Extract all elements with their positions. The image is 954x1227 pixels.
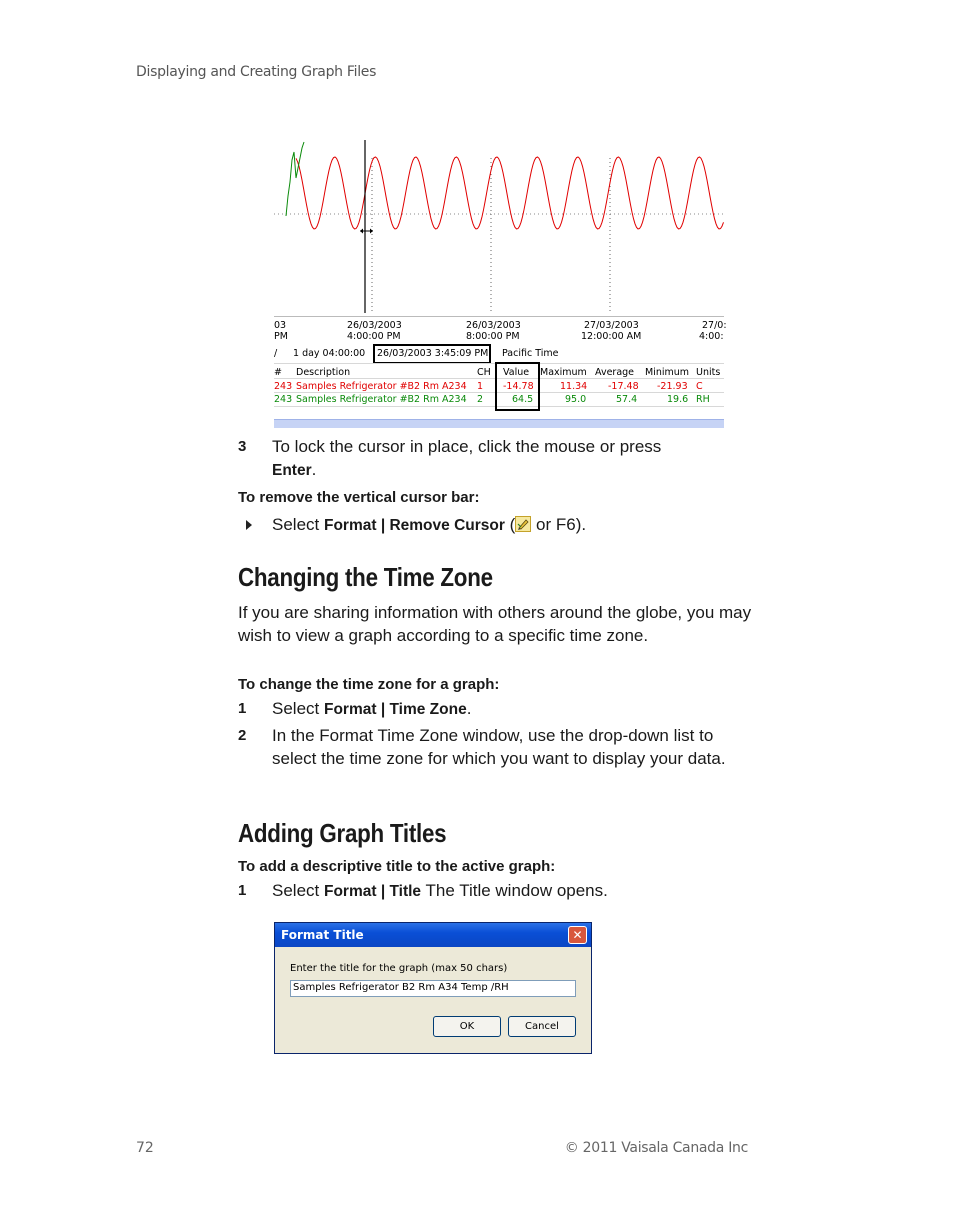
procedure-heading: To change the time zone for a graph: xyxy=(238,676,500,693)
cursor-time-highlight xyxy=(373,344,491,364)
graph-screenshot xyxy=(274,138,727,428)
table-cell: -21.93 xyxy=(657,381,688,392)
step-number: 3 xyxy=(238,438,247,455)
col-header-ch: CH xyxy=(477,367,491,378)
section-intro: If you are sharing information with others around the globe, you may wish to view a graph according to a specific time zone. xyxy=(238,603,752,645)
table-cell: 19.6 xyxy=(667,394,689,405)
col-header-num: # xyxy=(274,367,282,378)
table-cell: C xyxy=(696,381,703,392)
table-cell: 57.4 xyxy=(616,394,638,405)
step-text: In the Format Time Zone window, use the drop-down list to select the time zone for which you want to display your data. xyxy=(272,726,726,768)
table-cell: 243 xyxy=(274,394,293,405)
menu-path: Format | Time Zone xyxy=(323,701,467,718)
running-head: Displaying and Creating Graph Files xyxy=(136,64,377,80)
duration-readout: 1 day 04:00:00 xyxy=(293,348,366,359)
title-prompt-label: Enter the title for the graph (max 50 chars) xyxy=(290,963,508,974)
duration-prefix: / xyxy=(274,348,278,359)
date-label: 27/0: xyxy=(702,320,727,331)
dialog-titlebar[interactable] xyxy=(275,923,591,947)
date-label: 26/03/2003 xyxy=(466,320,521,331)
col-header-description: Description xyxy=(296,367,351,378)
timezone-readout: Pacific Time xyxy=(502,348,559,359)
section-title-graph-titles: Adding Graph Titles xyxy=(238,818,447,848)
col-header-maximum: Maximum xyxy=(540,367,587,378)
table-cell: 95.0 xyxy=(565,394,587,405)
date-label: 03 xyxy=(274,320,287,331)
step-text: To lock the cursor in place, click the mouse or press xyxy=(272,437,662,456)
table-cell: Samples Refrigerator #B2 Rm A234 xyxy=(296,381,467,392)
time-label: 8:00:00 PM xyxy=(466,331,520,342)
table-cell: 2 xyxy=(477,394,484,405)
cursor-time-readout: 26/03/2003 3:45:09 PM xyxy=(377,348,489,359)
table-cell: 11.34 xyxy=(560,381,588,392)
menu-path: Format | Remove Cursor xyxy=(323,517,505,534)
cursor-drag-icon xyxy=(360,229,373,234)
dialog-title: Format Title xyxy=(281,928,364,942)
bullet-arrow-icon xyxy=(246,520,252,530)
close-icon[interactable]: ✕ xyxy=(568,926,587,944)
date-label: 26/03/2003 xyxy=(347,320,402,331)
key-enter: Enter xyxy=(272,461,312,479)
table-cell: Samples Refrigerator #B2 Rm A234 xyxy=(296,394,467,405)
col-header-value: Value xyxy=(503,367,530,378)
cancel-button[interactable]: Cancel xyxy=(508,1016,576,1037)
col-header-units: Units xyxy=(696,367,721,378)
col-header-minimum: Minimum xyxy=(645,367,690,378)
time-label: PM xyxy=(274,331,288,342)
table-cell: 1 xyxy=(477,381,484,392)
series-1-line xyxy=(296,157,724,229)
table-cell: 64.5 xyxy=(512,394,534,405)
table-cell: -17.48 xyxy=(608,381,639,392)
title-input[interactable]: Samples Refrigerator B2 Rm A34 Temp /RH xyxy=(290,980,576,997)
format-title-dialog xyxy=(274,922,592,1054)
table-cell: -14.78 xyxy=(503,381,534,392)
date-label: 27/03/2003 xyxy=(584,320,639,331)
ok-button[interactable]: OK xyxy=(433,1016,501,1037)
horizontal-scrollbar[interactable] xyxy=(274,419,724,428)
page-number: 72 xyxy=(136,1140,154,1156)
procedure-heading: To add a descriptive title to the active graph: xyxy=(238,858,556,875)
value-column-highlight xyxy=(495,362,540,411)
table-cell: RH xyxy=(696,394,710,405)
time-label: 4:00: xyxy=(699,331,724,342)
graph-plot xyxy=(274,138,724,313)
col-header-average: Average xyxy=(595,367,635,378)
remove-cursor-icon xyxy=(515,516,531,532)
table-cell: 243 xyxy=(274,381,293,392)
time-label: 4:00:00 PM xyxy=(347,331,401,342)
procedure-heading: To remove the vertical cursor bar: xyxy=(238,489,480,506)
copyright: © 2011 Vaisala Canada Inc xyxy=(564,1140,748,1156)
menu-path: Format | Title xyxy=(323,883,422,900)
time-label: 12:00:00 AM xyxy=(581,331,642,342)
section-title-time-zone: Changing the Time Zone xyxy=(238,562,493,592)
